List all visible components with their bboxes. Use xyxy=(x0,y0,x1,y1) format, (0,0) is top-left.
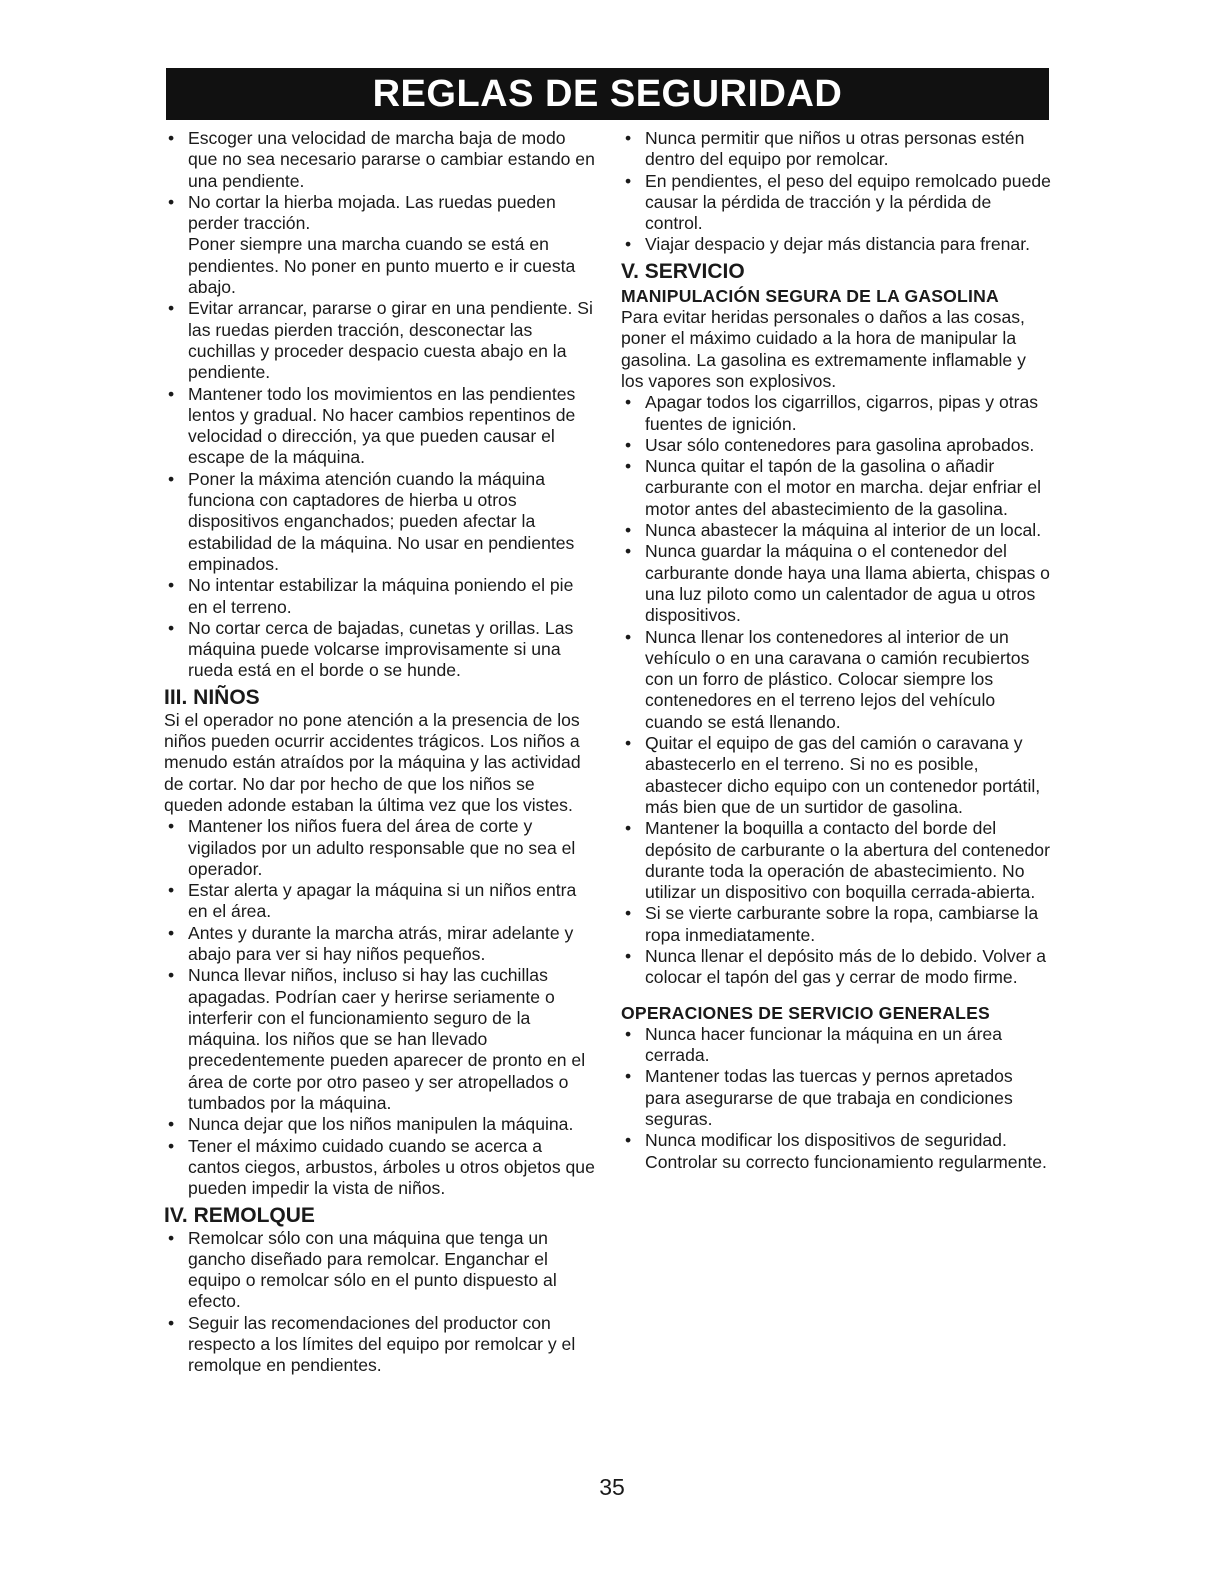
list-item: • Evitar arrancar, pararse o girar en una pendiente. Si las ruedas pierden tracción, desconectar las cuchillas y proceder despacio cuesta abajo en la pendiente. xyxy=(164,298,596,383)
list-item: • Antes y durante la marcha atrás, mirar adelante y abajo para ver si hay niños pequeños. xyxy=(164,923,596,966)
paragraph: Poner siempre una marcha cuando se está en pendientes. No poner en punto muerto e ir cuesta abajo. xyxy=(188,234,576,298)
list-item: • No cortar cerca de bajadas, cunetas y orillas. Las máquina puede volcarse improvisamente si una rueda está en el borde o se hunde. xyxy=(164,618,596,682)
section-heading-ninos: III. NIÑOS xyxy=(164,685,260,709)
page-title: REGLAS DE SEGURIDAD xyxy=(166,68,1049,120)
list-item: • Estar alerta y apagar la máquina si un niños entra en el área. xyxy=(164,880,596,923)
gasolina-intro: Para evitar heridas personales o daños a las cosas, poner el máximo cuidado a la hora de manipular la gasolina. La gasolina es extremamente inflamable y los vapores son explosivos. xyxy=(621,307,1026,391)
list-item: • Escoger una velocidad de marcha baja de modo que no sea necesario pararse o cambiar estando en una pendiente. xyxy=(164,128,596,192)
list-item: • Nunca llenar los contenedores al interior de un vehículo o en una caravana o camión recubiertos con un forro de plástico. Colocar siempre los contenedores en el terreno lejos del vehículo cuando se está llenando. xyxy=(621,627,1051,733)
list-item: • Si se vierte carburante sobre la ropa, cambiarse la ropa inmediatamente. xyxy=(621,903,1051,946)
list-item: • En pendientes, el peso del equipo remolcado puede causar la pérdida de tracción y la pérdida de control. xyxy=(621,171,1051,235)
list-item: • Mantener la boquilla a contacto del borde del depósito de carburante o la abertura del contenedor durante toda la operación de abastecimiento. No utilizar un dispositivo con boquilla cerrada-abierta. xyxy=(621,818,1051,903)
left-column xyxy=(164,128,596,1377)
safety-list-generales xyxy=(621,1024,1051,1173)
safety-list-ninos xyxy=(164,816,596,1199)
list-item: • Apagar todos los cigarrillos, cigarros, pipas y otras fuentes de ignición. xyxy=(621,392,1051,435)
list-item: • Quitar el equipo de gas del camión o caravana y abastecerlo en el terreno. Si no es posible, abastecer dicho equipo con un contenedor portátil, más bien que de un surtidor de gasolina. xyxy=(621,733,1051,818)
list-item: • Nunca permitir que niños u otras personas estén dentro del equipo por remolcar. xyxy=(621,128,1051,171)
page-number: 35 xyxy=(599,1474,625,1500)
subheading-generales: OPERACIONES DE SERVICIO GENERALES xyxy=(621,1002,990,1023)
list-item: • Nunca llevar niños, incluso si hay las cuchillas apagadas. Podrían caer y herirse seriamente o interferir con el funcionamiento seguro de la máquina. los niños que se han llevado precedentemente pueden aparecer de pronto en el área de corte por otro paseo y ser atropellados o tumbados por la máquina. xyxy=(164,965,596,1114)
safety-list-slopes xyxy=(164,128,596,234)
list-item: • Usar sólo contenedores para gasolina aprobados. xyxy=(621,435,1051,456)
list-item: • Nunca abastecer la máquina al interior de un local. xyxy=(621,520,1051,541)
subheading-gasolina: MANIPULACIÓN SEGURA DE LA GASOLINA xyxy=(621,285,999,306)
list-item: • Remolcar sólo con una máquina que tenga un gancho diseñado para remolcar. Enganchar el equipo o remolcar sólo en el punto dispuesto al efecto. xyxy=(164,1228,596,1313)
list-item: • Mantener todo los movimientos en las pendientes lentos y gradual. No hacer cambios repentinos de velocidad o dirección, ya que pueden causar el escape de la máquina. xyxy=(164,384,596,469)
section-heading-servicio: V. SERVICIO xyxy=(621,259,745,283)
list-item: • Viajar despacio y dejar más distancia para frenar. xyxy=(621,234,1051,255)
list-item: • Poner la máxima atención cuando la máquina funciona con captadores de hierba u otros dispositivos enganchados; pueden afectar la estabilidad de la máquina. No usar en pendientes empinados. xyxy=(164,469,596,575)
safety-list-remolque-cont xyxy=(621,128,1051,256)
list-item: • No intentar estabilizar la máquina poniendo el pie en el terreno. xyxy=(164,575,596,618)
list-item: • Mantener todas las tuercas y pernos apretados para asegurarse de que trabaja en condiciones seguras. xyxy=(621,1066,1051,1130)
safety-list-remolque xyxy=(164,1228,596,1377)
list-item: • Nunca guardar la máquina o el contenedor del carburante donde haya una llama abierta, chispas o una luz piloto como un calentador de agua u otros dispositivos. xyxy=(621,541,1051,626)
list-item: • Nunca quitar el tapón de la gasolina o añadir carburante con el motor en marcha. dejar enfriar el motor antes del abastecimiento de la gasolina. xyxy=(621,456,1051,520)
list-item: • Nunca dejar que los niños manipulen la máquina. xyxy=(164,1114,596,1135)
safety-list-gasolina xyxy=(621,392,1051,988)
list-item: • Nunca hacer funcionar la máquina en un área cerrada. xyxy=(621,1024,1051,1067)
list-item: • Mantener los niños fuera del área de corte y vigilados por un adulto responsable que no sea el operador. xyxy=(164,816,596,880)
safety-list-slopes-cont xyxy=(164,298,596,681)
list-item: • No cortar la hierba mojada. Las ruedas pueden perder tracción. xyxy=(164,192,596,235)
right-column xyxy=(621,128,1051,1173)
section-heading-remolque: IV. REMOLQUE xyxy=(164,1203,315,1227)
list-item: • Tener el máximo cuidado cuando se acerca a cantos ciegos, arbustos, árboles u otros objetos que pueden impedir la vista de niños. xyxy=(164,1136,596,1200)
list-item: • Seguir las recomendaciones del productor con respecto a los límites del equipo por remolcar y el remolque en pendientes. xyxy=(164,1313,596,1377)
list-item: • Nunca llenar el depósito más de lo debido. Volver a colocar el tapón del gas y cerrar de modo firme. xyxy=(621,946,1051,989)
ninos-intro: Si el operador no pone atención a la presencia de los niños pueden ocurrir accidentes trágicos. Los niños a menudo están atraídos por la máquina y las actividad de cortar. No dar por hecho de que los niños se queden adonde estaban la última vez que los vistes. xyxy=(164,709,581,815)
list-item: • Nunca modificar los dispositivos de seguridad. Controlar su correcto funcionamiento regularmente. xyxy=(621,1130,1051,1173)
